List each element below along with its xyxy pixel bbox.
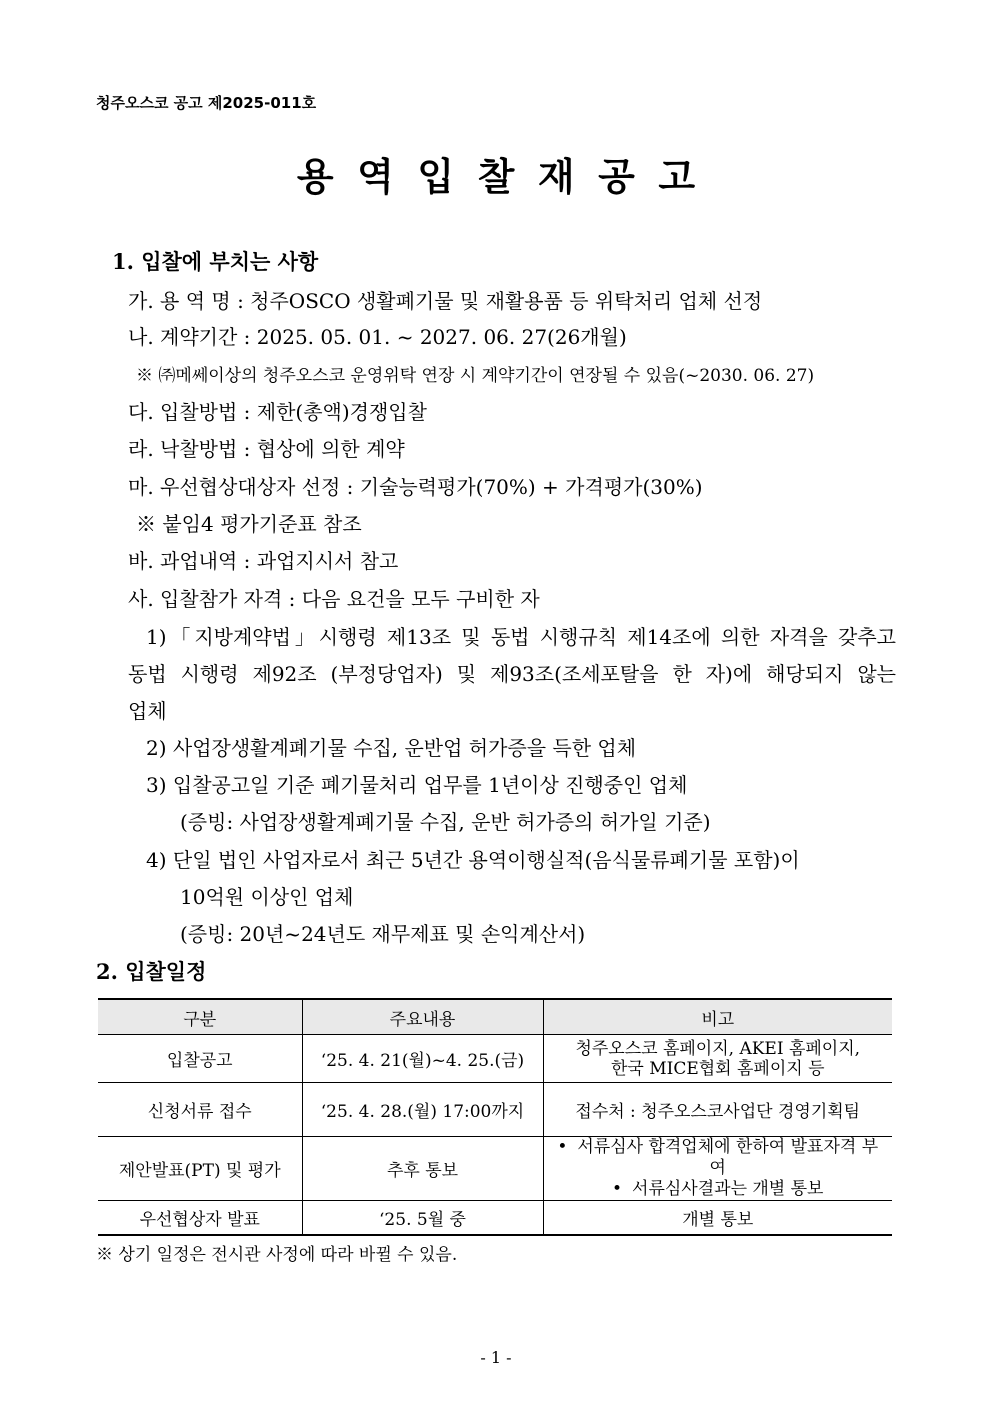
note-line: 한국 MICE협회 홈페이지 등 xyxy=(610,1058,825,1079)
notice-number: 청주오스코 공고 제2025-011호 xyxy=(96,94,317,112)
award-method-line: 라. 낙찰방법 : 협상에 의한 계약 xyxy=(128,437,405,461)
document-title: 용역입찰재공고 xyxy=(296,155,719,199)
table-row xyxy=(98,1083,892,1137)
table-row xyxy=(98,1035,892,1083)
qualification-4-line-2: 10억원 이상인 업체 xyxy=(180,885,354,909)
row-content: ‘25. 4. 28.(월) 17:00까지 xyxy=(302,1083,543,1137)
row-category: 제안발표(PT) 및 평가 xyxy=(98,1137,302,1201)
qualification-heading-line: 사. 입찰참가 자격 : 다음 요건을 모두 구비한 자 xyxy=(128,587,540,611)
qualification-1-line-1: 1)「지방계약법」시행령 제13조 및 동법 시행규칙 제14조에 의한 자격을 갖추고 xyxy=(146,625,896,649)
qualification-2: 2) 사업장생활계폐기물 수집, 운반업 허가증을 득한 업체 xyxy=(146,736,637,760)
table-row xyxy=(98,1201,892,1235)
row-note xyxy=(543,1137,892,1201)
qualification-4-note: (증빙: 20년~24년도 재무제표 및 손익계산서) xyxy=(180,922,586,946)
qualification-3-note: (증빙: 사업장생활계폐기물 수집, 운반 허가증의 허가일 기준) xyxy=(180,810,711,834)
qualification-3: 3) 입찰공고일 기준 폐기물처리 업무를 1년이상 진행중인 업체 xyxy=(146,773,688,797)
row-content: ‘25. 4. 21(월)~4. 25.(금) xyxy=(302,1035,543,1083)
row-category: 입찰공고 xyxy=(98,1035,302,1083)
task-details-line: 바. 과업내역 : 과업지시서 참고 xyxy=(128,549,399,573)
schedule-footnote: ※ 상기 일정은 전시관 사정에 따라 바뀔 수 있음. xyxy=(96,1245,458,1265)
note-bullet: • 서류심사 합격업체에 한하여 발표자격 부여 xyxy=(550,1137,887,1179)
page-number: - 1 - xyxy=(480,1348,512,1367)
qualification-1-line-3: 업체 xyxy=(128,699,167,723)
row-content: ‘25. 5월 중 xyxy=(302,1201,543,1235)
qualification-4-line-1: 4) 단일 법인 사업자로서 최근 5년간 용역이행실적(음식물류폐기물 포함)이 xyxy=(146,848,800,872)
note-bullet: • 서류심사결과는 개별 통보 xyxy=(550,1179,887,1200)
row-note: 개별 통보 xyxy=(543,1201,892,1235)
section-2-heading: 2. 입찰일정 xyxy=(96,959,207,984)
column-header: 구분 xyxy=(98,999,302,1035)
column-header: 비고 xyxy=(543,999,892,1035)
row-content: 추후 통보 xyxy=(302,1137,543,1201)
schedule-table xyxy=(98,998,892,1236)
priority-selection-line: 마. 우선협상대상자 선정 : 기술능력평가(70%) + 가격평가(30%) xyxy=(128,475,703,499)
contract-extension-note: ※ ㈜메쎄이상의 청주오스코 운영위탁 연장 시 계약기간이 연장될 수 있음(~2030. 06. 27) xyxy=(136,366,815,386)
row-note xyxy=(543,1035,892,1083)
row-category: 신청서류 접수 xyxy=(98,1083,302,1137)
service-name-line: 가. 용 역 명 : 청주OSCO 생활폐기물 및 재활용품 등 위탁처리 업체 선정 xyxy=(128,289,763,313)
note-line: 청주오스코 홈페이지, AKEI 홈페이지, xyxy=(575,1038,861,1059)
contract-period-line: 나. 계약기간 : 2025. 05. 01. ~ 2027. 06. 27(26개월) xyxy=(128,325,627,349)
qualification-1-line-2: 동법 시행령 제92조 (부정당업자) 및 제93조(조세포탈을 한 자)에 해당되지 않는 xyxy=(128,662,896,686)
row-category: 우선협상자 발표 xyxy=(98,1201,302,1235)
evaluation-criteria-note: ※ 붙임4 평가기준표 참조 xyxy=(136,512,362,536)
table-header-row xyxy=(98,999,892,1035)
row-note: 접수처 : 청주오스코사업단 경영기획팀 xyxy=(543,1083,892,1137)
section-1-heading: 1. 입찰에 부치는 사항 xyxy=(112,249,319,274)
table-row xyxy=(98,1137,892,1201)
bid-method-line: 다. 입찰방법 : 제한(총액)경쟁입찰 xyxy=(128,400,427,424)
column-header: 주요내용 xyxy=(302,999,543,1035)
